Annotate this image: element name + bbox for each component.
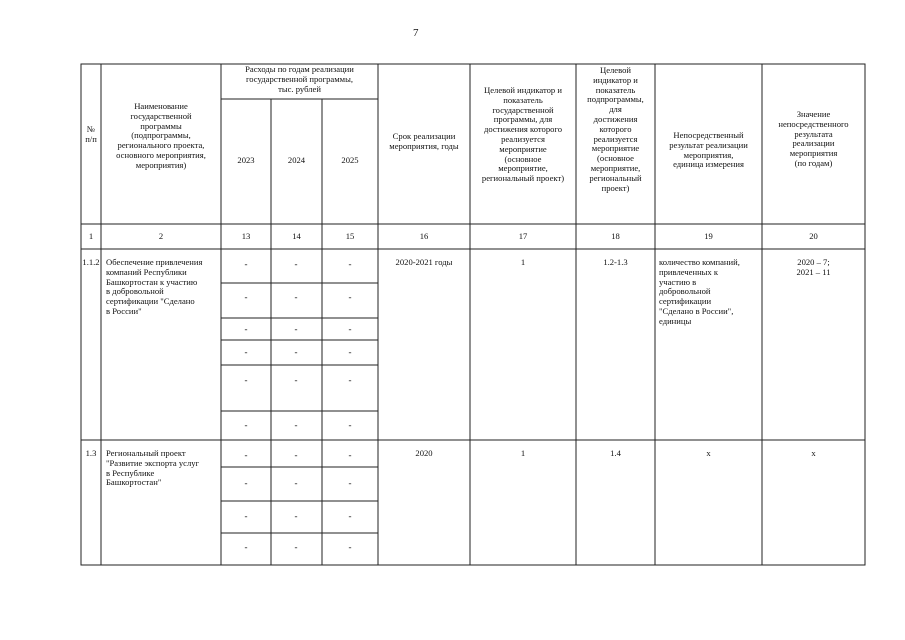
- expense-2024-cell: -: [294, 259, 298, 269]
- row-target-sub: 1.4: [610, 448, 621, 458]
- header-result: Непосредственный результат реализации мероприятия, единица измерения: [669, 130, 748, 170]
- col-number: 19: [704, 231, 713, 241]
- header-num: № п/п: [85, 124, 97, 144]
- row-target-sub: 1.2-1.3: [603, 257, 628, 267]
- expense-2025-cell: -: [348, 324, 352, 334]
- row-target-state: 1: [520, 448, 526, 458]
- page-number: 7: [413, 27, 419, 39]
- col-number: 16: [419, 231, 429, 241]
- expense-2024-cell: -: [294, 292, 298, 302]
- expense-2025-cell: -: [348, 511, 352, 521]
- row-target-state: 1: [520, 257, 526, 267]
- row-name: Обеспечение привлечения компаний Республики Башкортостан к участию в добровольной сертификации "Сделано в России": [106, 257, 203, 316]
- expense-2024-cell: -: [294, 375, 298, 385]
- expense-2024-cell: -: [294, 511, 298, 521]
- row-term: 2020: [415, 448, 433, 458]
- expense-2025-cell: -: [348, 347, 352, 357]
- header-name: Наименование государственной программы (подпрограммы, регионального проекта, основного мероприятия, мероприятия): [116, 101, 206, 170]
- header-target-state: Целевой индикатор и показатель государственной программы, для достижения которого реализуется мероприятие (основное мероприятие, региональный проект): [481, 85, 565, 184]
- expense-2023-cell: -: [244, 259, 248, 269]
- row-name: Региональный проект "Развитие экспорта услуг в Республике Башкортостан": [106, 448, 200, 488]
- row-result: количество компаний, привлеченных к участию в добровольной сертификации "Сделано в России", единицы: [659, 257, 740, 326]
- col-number: 15: [345, 231, 355, 241]
- col-number: 14: [292, 231, 301, 241]
- row-value: x: [811, 448, 816, 458]
- header-target-sub: Целевой индикатор и показатель подпрограммы, для достижения которого реализуется мероприятие (основное мероприятие, региональный проект): [587, 65, 644, 193]
- header-year-2023: 2023: [237, 155, 255, 165]
- expense-2025-cell: -: [348, 420, 352, 430]
- row-value: 2020 – 7; 2021 – 11: [796, 257, 831, 277]
- expense-2025-cell: -: [348, 259, 352, 269]
- expense-2023-cell: -: [244, 511, 248, 521]
- col-number: 13: [241, 231, 251, 241]
- header-term: Срок реализации мероприятия, годы: [389, 131, 459, 151]
- row-number: 1.1.2: [82, 257, 100, 267]
- expense-2023-cell: -: [244, 292, 248, 302]
- expense-2024-cell: -: [294, 347, 298, 357]
- header-year-2024: 2024: [287, 155, 306, 165]
- col-number: 17: [518, 231, 528, 241]
- expense-2023-cell: -: [244, 542, 248, 552]
- expense-2023-cell: -: [244, 420, 248, 430]
- expense-2024-cell: -: [294, 478, 298, 488]
- expense-2024-cell: -: [294, 324, 298, 334]
- expense-2024-cell: -: [294, 420, 298, 430]
- expense-2025-cell: -: [348, 450, 352, 460]
- expense-2025-cell: -: [348, 292, 352, 302]
- header-value: Значение непосредственного результата реализации мероприятия (по годам): [778, 109, 849, 168]
- col-number: 2: [158, 231, 164, 241]
- expense-2025-cell: -: [348, 478, 352, 488]
- expense-2025-cell: -: [348, 375, 352, 385]
- expense-2024-cell: -: [294, 542, 298, 552]
- row-result: x: [706, 448, 711, 458]
- expense-2023-cell: -: [244, 324, 248, 334]
- expense-2023-cell: -: [244, 375, 248, 385]
- expense-2024-cell: -: [294, 450, 298, 460]
- col-number: 18: [611, 231, 620, 241]
- row-number: 1.3: [85, 448, 97, 458]
- row-term: 2020-2021 годы: [395, 257, 453, 267]
- expense-2023-cell: -: [244, 450, 248, 460]
- expense-2023-cell: -: [244, 347, 248, 357]
- col-number: 1: [88, 231, 94, 241]
- expense-2023-cell: -: [244, 478, 248, 488]
- expense-2025-cell: -: [348, 542, 352, 552]
- header-expenses: Расходы по годам реализации государственной программы, тыс. рублей: [245, 64, 354, 94]
- header-year-2025: 2025: [341, 155, 359, 165]
- col-number: 20: [809, 231, 818, 241]
